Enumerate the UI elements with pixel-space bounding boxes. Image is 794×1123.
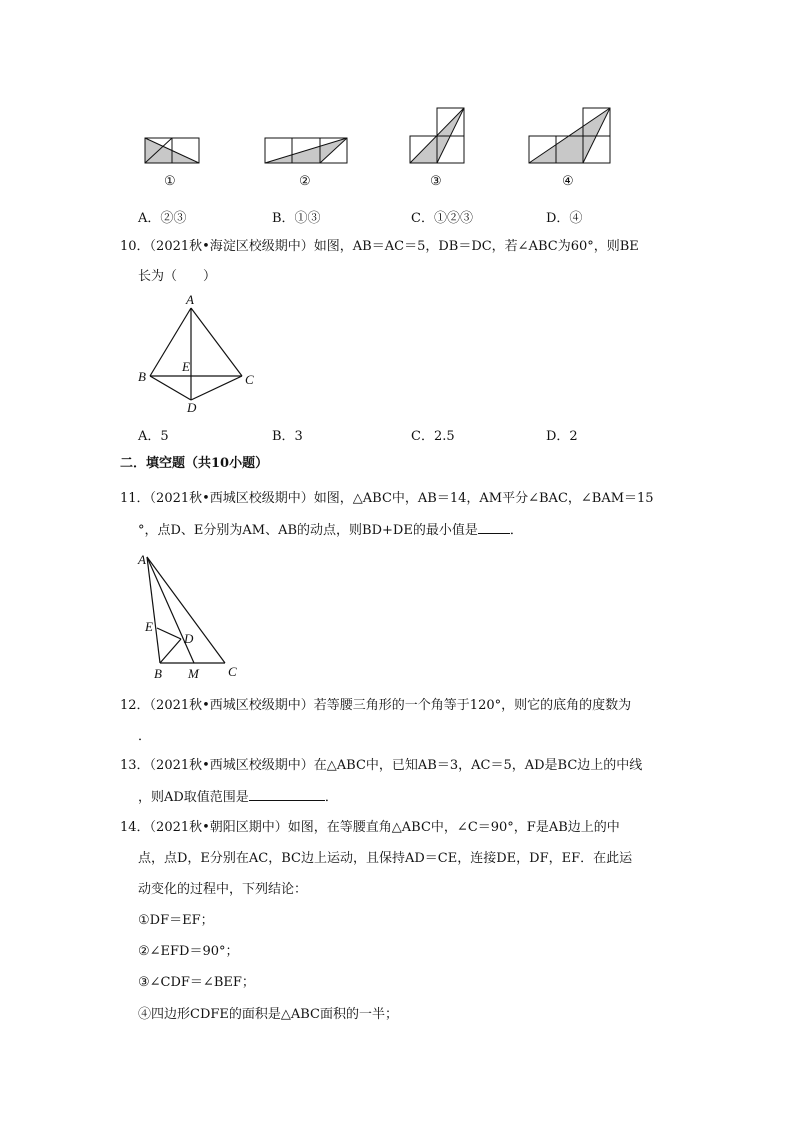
q13-stem-text: ，则AD取值范围是 <box>138 790 249 805</box>
q10-point-d: D <box>187 400 197 415</box>
q9-option-b[interactable]: B．①③ <box>272 211 321 226</box>
q11-point-a: A <box>138 552 146 567</box>
q13-stem-end: ． <box>324 790 338 805</box>
q9-fig-label-1: ① <box>164 174 176 189</box>
q9-option-a[interactable]: A．②③ <box>138 211 187 226</box>
q9-option-d[interactable]: D．④ <box>546 211 583 226</box>
q10-option-d[interactable]: D．2 <box>546 429 578 444</box>
q14-item-3: ③∠CDF＝∠BEF； <box>138 975 255 990</box>
q11-stem-line1: 11．（2021秋•西城区校级期中）如图，△ABC中，AB＝14，AM平分∠BAC，∠BAM＝15 <box>120 491 654 506</box>
q10-point-b: B <box>138 369 146 384</box>
q10-option-b[interactable]: B．3 <box>272 429 303 444</box>
q9-fig-label-4: ④ <box>562 174 574 189</box>
q14-stem-line2: 点，点D，E分别在AC，BC边上运动，且保持AD＝CE，连接DE，DF，EF．在此运 <box>138 851 633 866</box>
q10-point-e: E <box>182 359 190 374</box>
q12-stem-line2: ． <box>138 729 152 744</box>
q14-item-4: ④四边形CDFE的面积是△ABC面积的一半； <box>138 1007 399 1022</box>
q13-stem-line2 <box>138 788 338 807</box>
q10-stem-line2: 长为（ ） <box>138 269 217 284</box>
q9-fig-label-2: ② <box>299 174 311 189</box>
q9-fig-label-3: ③ <box>430 174 442 189</box>
q10-point-a: A <box>186 292 194 307</box>
q11-point-b: B <box>154 666 162 681</box>
q11-point-d: D <box>184 631 194 646</box>
q11-stem-text: °，点D、E分别为AM、AB的动点，则BD+DE的最小值是 <box>138 523 478 538</box>
q11-point-c: C <box>228 664 237 679</box>
q10-stem-line1: 10．（2021秋•海淀区校级期中）如图，AB＝AC＝5，DB＝DC，若∠ABC为60°，则BE <box>120 239 639 254</box>
q11-point-e: E <box>145 619 153 634</box>
section-2-title: 二．填空题（共10小题） <box>120 456 269 471</box>
q12-stem-line1: 12．（2021秋•西城区校级期中）若等腰三角形的一个角等于120°，则它的底角的度数为 <box>120 698 632 713</box>
q14-item-2: ②∠EFD＝90°； <box>138 944 239 959</box>
q10-point-c: C <box>245 372 254 387</box>
q14-stem-line3: 动变化的过程中，下列结论： <box>138 882 308 897</box>
q13-stem-line1: 13．（2021秋•西城区校级期中）在△ABC中，已知AB＝3，AC＝5，AD是BC边上的中线 <box>120 758 643 773</box>
q10-option-a[interactable]: A．5 <box>138 429 169 444</box>
q11-point-m: M <box>188 666 199 681</box>
q13-answer-blank[interactable] <box>249 788 325 801</box>
q14-stem-line1: 14．（2021秋•朝阳区期中）如图，在等腰直角△ABC中，∠C＝90°，F是AB边上的中 <box>120 820 620 835</box>
q11-stem-end: ． <box>509 523 523 538</box>
q9-option-c[interactable]: C．①②③ <box>411 211 473 226</box>
q10-option-c[interactable]: C．2.5 <box>411 429 455 444</box>
q14-item-1: ①DF＝EF； <box>138 913 214 928</box>
